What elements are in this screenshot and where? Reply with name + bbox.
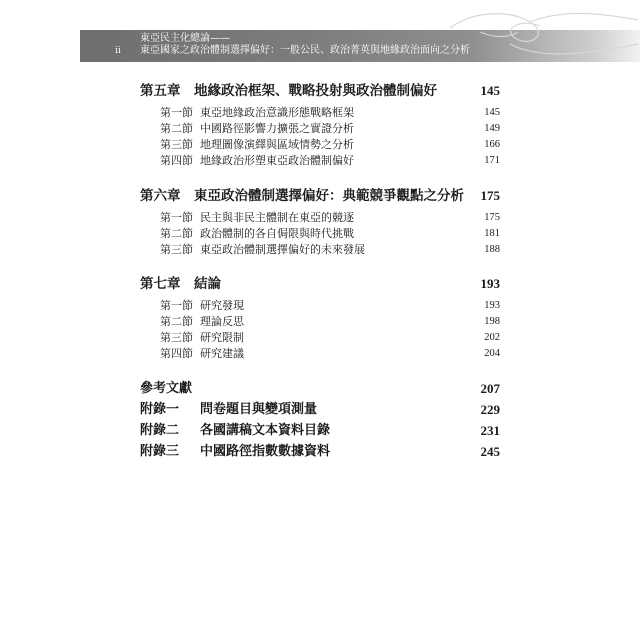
- section-page: 202: [484, 332, 500, 343]
- section-number: 第一節: [160, 211, 193, 224]
- chapter-title: 第七章 結論: [140, 276, 221, 292]
- section-page: 149: [484, 123, 500, 134]
- section-title: 研究限制: [200, 331, 244, 344]
- appendix-title: 各國講稿文本資料目錄: [200, 423, 331, 438]
- section-title: 中國路徑影響力擴張之實證分析: [200, 122, 354, 135]
- section-page: 198: [484, 316, 500, 327]
- running-page-number: ii: [115, 46, 121, 56]
- appendix-page: 229: [480, 402, 500, 417]
- section-page: 204: [484, 348, 500, 359]
- section-title: 地緣政治形塑東亞政治體制偏好: [200, 154, 354, 167]
- section-page: 145: [484, 107, 500, 118]
- section-title: 政治體制的各自侷限與時代挑戰: [200, 227, 354, 240]
- section-title: 研究發現: [200, 299, 244, 312]
- references-title: 參考文獻: [140, 381, 193, 396]
- section-number: 第二節: [160, 227, 193, 240]
- section-title: 東亞政治體制選擇偏好的未來發展: [200, 243, 365, 256]
- section-number: 第二節: [160, 315, 193, 328]
- running-book-title: 東亞民主化總論——: [140, 33, 230, 44]
- section-page: 166: [484, 139, 500, 150]
- section-page: 193: [484, 300, 500, 311]
- section-title: 民主與非民主體制在東亞的競逐: [200, 211, 354, 224]
- section-number: 第四節: [160, 154, 193, 167]
- appendix-page: 231: [480, 423, 500, 438]
- chapter-title: 第五章 地緣政治框架、戰略投射與政治體制偏好: [140, 83, 437, 99]
- chapter-page: 175: [480, 188, 500, 203]
- section-number: 第三節: [160, 138, 193, 151]
- references-page: 207: [480, 381, 500, 396]
- appendix-page: 245: [480, 444, 500, 459]
- section-page: 181: [484, 228, 500, 239]
- section-number: 第一節: [160, 299, 193, 312]
- section-title: 研究建議: [200, 347, 244, 360]
- chapter-page: 145: [480, 83, 500, 98]
- chapter-page: 193: [480, 276, 500, 291]
- appendix-title: 問卷題目與變項測量: [200, 402, 318, 417]
- section-page: 175: [484, 212, 500, 223]
- section-page: 188: [484, 244, 500, 255]
- section-title: 地理圖像演繹與區域情勢之分析: [200, 138, 354, 151]
- section-number: 第一節: [160, 106, 193, 119]
- section-number: 第四節: [160, 347, 193, 360]
- section-title: 理論反思: [200, 315, 244, 328]
- appendix-number: 附錄一: [140, 402, 180, 417]
- section-page: 171: [484, 155, 500, 166]
- section-number: 第三節: [160, 243, 193, 256]
- section-number: 第二節: [160, 122, 193, 135]
- chapter-title: 第六章 東亞政治體制選擇偏好：典範競爭觀點之分析: [140, 188, 464, 204]
- appendix-number: 附錄二: [140, 423, 180, 438]
- running-book-subtitle: 東亞國家之政治體制選擇偏好：一般公民、政治菁英與地緣政治面向之分析: [140, 45, 470, 56]
- section-number: 第三節: [160, 331, 193, 344]
- appendix-title: 中國路徑指數數據資料: [200, 444, 331, 459]
- section-title: 東亞地緣政治意識形態戰略框架: [200, 106, 354, 119]
- appendix-number: 附錄三: [140, 444, 180, 459]
